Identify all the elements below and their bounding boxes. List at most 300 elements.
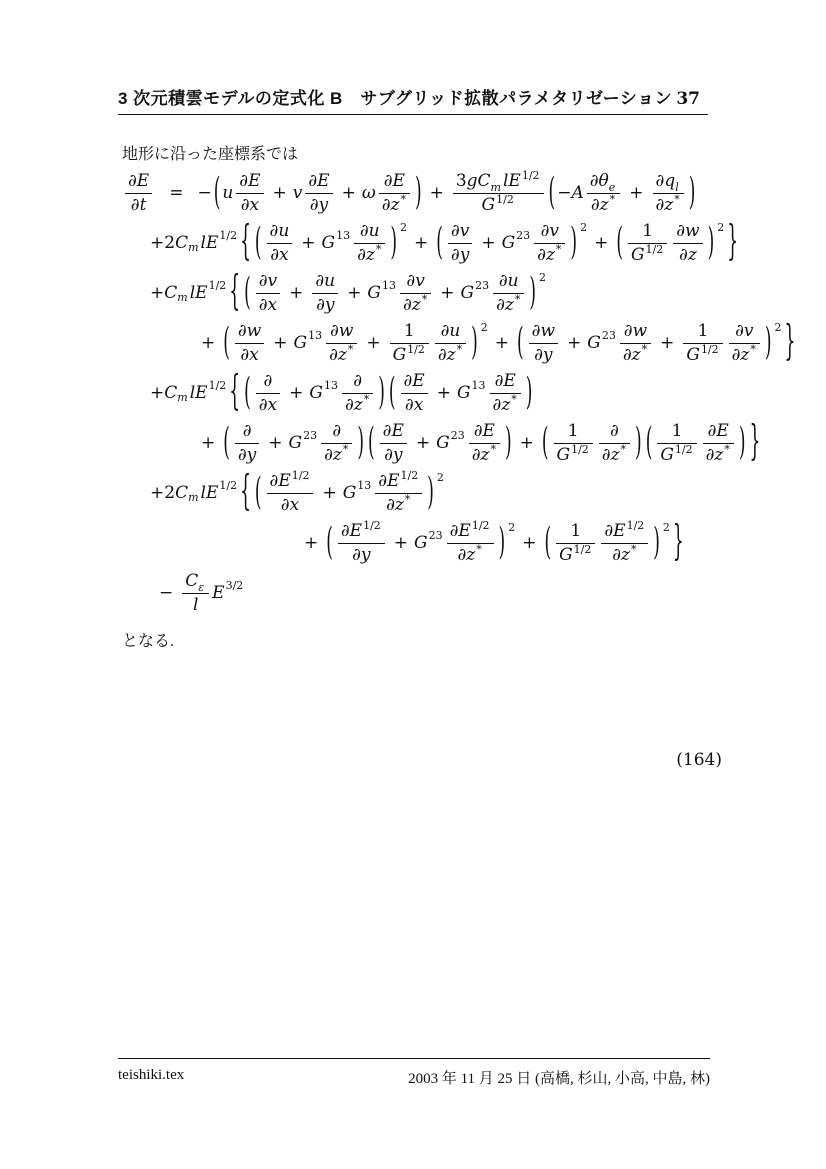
math-token: * [375,242,382,256]
math-delimiter: } [749,418,761,467]
math-token: ∂x [240,344,259,365]
math-token: 13 [308,329,323,343]
math-delimiter: ( [223,420,230,465]
math-token: * [620,442,627,456]
math-token: 2 [400,221,408,235]
math-token: ∂ [242,420,252,441]
math-token: l [192,594,199,615]
fraction [448,221,472,265]
math-token: ∂z [655,194,674,215]
equation-line [122,218,739,268]
math-token: 23 [475,279,490,293]
math-token: * [511,392,517,406]
math-token: + [481,232,496,253]
math-delimiter: ( [326,520,333,565]
math-token: ∂q [655,170,676,191]
fraction [375,468,422,515]
math-token: ε [198,580,205,594]
math-token: − [197,182,212,203]
fraction-bar [401,393,428,394]
math-token: ∂z [344,394,363,415]
math-token: l [675,180,679,194]
math-token: * [476,542,482,556]
math-delimiter: ) [427,470,434,515]
fraction [628,221,667,265]
fraction-bar [338,543,385,544]
math-token: G [293,332,308,353]
math-token: ∂y [384,444,403,465]
math-token: + [289,382,304,403]
math-delimiter: ) [378,370,385,415]
math-token: 1 [570,520,582,541]
math-token: ∂u [498,270,519,291]
math-token: G [436,432,450,453]
math-delimiter: ) [738,420,746,465]
math-token: lE [200,232,219,253]
math-token: ∂E [449,520,471,541]
math-token: = [169,182,184,203]
fraction [620,321,651,365]
math-token: 1/2 [674,442,693,456]
equation-line [122,168,722,218]
fraction [236,171,263,215]
math-token: 1 [403,320,415,341]
fraction-bar [312,293,338,294]
math-token: ∂ [353,370,362,391]
math-token: E [212,582,225,603]
math-token: ∂ [332,420,342,441]
math-token: − [557,182,572,203]
fraction [380,421,407,465]
math-token: G [556,444,571,465]
math-token: + [347,282,362,303]
fraction-bar [125,193,152,194]
fraction [342,371,373,415]
math-token: A [571,182,584,203]
math-token: 1/2 [208,379,227,393]
math-token: ∂z [324,444,342,465]
fraction [490,371,521,415]
math-token: ∂u [440,320,461,341]
math-token: ∂w [531,320,555,341]
fraction [125,171,152,215]
math-token: C [185,570,199,591]
math-token: e [608,180,616,194]
math-token: * [630,542,637,556]
math-token: 3 [455,170,467,191]
fraction [338,518,385,565]
math-delimiter: ) [471,320,478,365]
math-token: 1/2 [645,242,664,256]
math-token: + [629,182,644,203]
math-delimiter: { [229,268,241,317]
fraction [256,371,280,415]
fraction [312,271,338,315]
fraction [453,168,544,215]
math-token: ∂v [258,270,278,291]
math-token: 1/2 [571,442,589,456]
math-token: * [724,442,730,456]
math-token: ∂x [258,294,278,315]
math-token: ∂u [359,220,380,241]
math-token: 2 [508,521,516,535]
math-token: ∂v [540,220,559,241]
math-token: * [750,342,756,356]
fraction-bar [305,193,332,194]
math-token: ∂y [534,344,553,365]
math-token: 2 [538,271,546,285]
math-token: ∂v [450,220,470,241]
fraction [447,518,494,565]
fraction [683,321,722,365]
page-number: 37 [676,89,700,109]
math-token: 2 [662,521,670,535]
math-token: ∂z [537,244,555,265]
fraction [267,468,314,515]
math-token: + [519,432,534,453]
math-delimiter: { [240,218,251,267]
outro-text: となる. [122,633,175,650]
math-token: m [188,491,199,505]
fraction [400,271,431,315]
math-token: ∂w [330,320,354,341]
fraction-bar [235,443,259,444]
math-token: G [660,444,674,465]
math-token: * [342,442,349,456]
math-token: + [660,332,675,353]
intro-text: 地形に沿った座標系では [122,146,299,163]
math-token: ∂E [269,470,291,491]
math-token: + [322,482,337,503]
fraction [256,271,280,315]
math-token: ∂θ [589,170,609,191]
math-delimiter: } [784,318,796,367]
math-token: 23 [450,429,465,443]
math-token: ∂w [237,320,262,341]
math-token: ∂x [404,394,424,415]
fraction [599,421,630,465]
math-token: G [460,282,475,303]
math-token: 1/2 [291,468,310,482]
math-token: ∂x [240,194,260,215]
equation-line [122,518,722,568]
math-token: * [641,342,648,356]
math-token: * [363,392,370,406]
math-token: ∂E [382,420,404,441]
fraction [556,521,595,565]
fraction [305,171,332,215]
math-token: ∂z [705,444,724,465]
math-token: ∂z [457,544,476,565]
math-token: 13 [336,229,351,243]
fraction-bar [256,293,280,294]
math-token: ∂z [381,194,400,215]
math-token: 23 [516,229,531,243]
fraction [657,421,696,465]
math-token: m [490,180,501,194]
math-token: + [150,382,165,403]
math-token: ∂z [590,194,609,215]
math-delimiter: ( [213,170,221,215]
fraction [235,321,264,365]
math-delimiter: ( [244,370,251,415]
math-token: + [304,532,319,553]
fraction-bar [256,393,280,394]
math-delimiter: ( [388,370,396,415]
math-delimiter: { [240,468,251,517]
math-token: ∂y [316,294,335,315]
math-delimiter: } [727,218,739,267]
math-delimiter: ) [570,220,578,265]
math-delimiter: ) [357,420,365,465]
fraction [267,221,293,265]
math-token: ∂ [610,420,619,441]
math-token: ∂z [679,244,697,265]
math-token: ∂x [258,394,278,415]
math-token: + [341,182,356,203]
math-token: v [292,182,303,203]
equation-line [122,568,722,618]
fraction-bar [673,243,702,244]
math-token: + [150,282,165,303]
math-delimiter: ( [254,470,262,515]
math-token: ∂z [471,444,490,465]
fraction [703,421,734,465]
math-token: ∂z [731,344,750,365]
fraction [321,421,352,465]
math-token: ∂z [492,394,511,415]
math-token: 1/2 [496,192,514,206]
math-token: + [301,232,316,253]
math-token: ∂E [308,170,330,191]
math-token: + [268,432,283,453]
math-token: 1 [642,220,654,241]
math-token: + [522,532,537,553]
math-token: ∂E [383,170,405,191]
math-token: ∂u [315,270,336,291]
math-token: * [456,342,463,356]
fraction-bar [380,443,407,444]
math-token: 1/2 [407,342,425,356]
fraction [587,171,621,215]
math-delimiter: ( [548,170,556,215]
fraction [469,421,500,465]
math-token: G [414,532,428,553]
math-token: ω [361,182,376,203]
math-token: G [559,544,573,565]
math-token: 1/2 [471,518,490,532]
math-token: + [272,182,287,203]
math-delimiter: { [229,368,241,417]
math-delimiter: ) [504,420,512,465]
math-token: ∂t [130,194,147,215]
math-token: + [440,282,455,303]
fraction [653,171,684,215]
math-token: ∂v [406,270,425,291]
math-token: G [501,232,516,253]
math-token: G [367,282,381,303]
math-token: G [392,344,407,365]
fraction [493,271,524,315]
fraction [354,221,385,265]
page-header [118,84,708,115]
math-token: + [594,232,609,253]
fraction-bar [267,243,293,244]
footer-date-authors: 2003 年 11 月 25 日 (高橋, 杉山, 小高, 中島, 林) [408,1071,710,1087]
fraction-bar [601,543,648,544]
fraction [235,421,259,465]
math-token: G [481,194,496,215]
math-token: * [400,192,406,206]
math-token: ∂u [269,220,290,241]
math-token: 1/2 [521,168,540,182]
math-token: C [175,482,189,503]
math-token: ∂E [604,520,626,541]
math-token: ∂z [612,544,630,565]
math-token: ∂E [403,370,425,391]
math-token: 2 [774,321,782,335]
math-token: ∂y [309,194,329,215]
math-delimiter: ) [764,320,772,365]
math-token: 23 [303,429,318,443]
fraction [326,321,357,365]
math-token: 2 [480,321,488,335]
math-token: G [342,482,357,503]
math-token: lE [189,282,208,303]
fraction-bar [447,543,494,544]
fraction-bar [235,343,264,344]
fraction [729,321,760,365]
fraction [554,421,593,465]
math-token: ∂E [494,370,516,391]
math-token: 1/2 [700,342,719,356]
math-token: 13 [323,379,338,393]
math-delimiter: ) [525,370,533,415]
math-token: G [587,332,601,353]
math-token: * [514,292,521,306]
math-token: + [567,332,582,353]
math-token: 2 [717,221,725,235]
math-token: + [429,182,444,203]
math-token: m [188,241,199,255]
fraction [435,321,466,365]
math-token: * [347,342,354,356]
math-delimiter: ( [244,270,251,315]
math-token: ∂E [378,470,400,491]
fraction-bar [267,493,314,494]
math-delimiter: ( [645,420,653,465]
math-token: 1/2 [208,279,227,293]
math-delimiter: ( [436,220,443,265]
math-token: G [456,382,471,403]
math-token: gC [466,170,491,191]
math-token: G [321,232,336,253]
math-token: C [164,282,178,303]
math-token: − [159,582,174,603]
math-token: ∂z [357,244,375,265]
math-token: ∂x [270,244,289,265]
equation-line [122,368,722,418]
math-token: ∂E [340,520,363,541]
math-token: 23 [428,529,443,543]
math-token: 3/2 [225,579,244,593]
math-token: ∂y [450,244,470,265]
math-token: m [177,391,188,405]
math-token: ∂z [437,344,456,365]
math-token: 1/2 [400,468,419,482]
page-footer [118,1058,710,1088]
math-token: + [289,282,304,303]
fraction-bar [448,243,472,244]
math-token: lE [200,482,219,503]
math-token: 2 [436,471,444,485]
equation-line [122,418,761,468]
math-token: 13 [471,379,486,393]
math-token: 1 [697,320,709,341]
math-token: + [366,332,381,353]
math-token: ∂z [402,294,421,315]
math-token: ∂w [623,320,648,341]
math-token: ∂w [676,220,700,241]
equation-line [122,318,796,368]
math-token: ∂ [263,370,273,391]
fraction [401,371,428,415]
math-token: lE [189,382,208,403]
math-token: ∂E [473,420,495,441]
math-delimiter: ( [544,520,552,565]
math-token: ∂y [352,544,371,565]
equation-line [122,468,722,518]
math-token: + [201,432,216,453]
math-token: ∂z [601,444,620,465]
math-delimiter: ) [390,220,398,265]
equation-number: (164) [676,750,722,770]
math-token: +2 [150,482,176,503]
math-token: 1/2 [219,229,238,243]
math-token: m [177,291,188,305]
math-delimiter: ) [688,170,696,215]
footer-filename: teishiki.tex [118,1067,185,1083]
math-token: G [630,244,645,265]
math-token: 1/2 [363,518,381,532]
math-delimiter: ( [254,220,262,265]
fraction-bar [182,593,209,594]
math-delimiter: ( [517,320,524,365]
math-token: ∂x [280,494,300,515]
fraction [529,321,558,365]
math-token: G [309,382,323,403]
math-token: * [421,292,428,306]
math-delimiter: } [672,518,684,567]
math-token: G [288,432,303,453]
math-token: G [686,344,700,365]
math-token: 13 [357,479,372,493]
math-token: ∂y [237,444,257,465]
math-token: lE [502,170,521,191]
fraction [534,221,565,265]
math-token: C [164,382,178,403]
math-token: + [494,332,510,353]
math-token: ∂v [735,320,754,341]
math-delimiter: ) [414,170,422,215]
math-delimiter: ) [635,420,642,465]
fraction-bar [529,343,558,344]
math-token: 1/2 [219,479,238,493]
math-token: +2 [150,232,176,253]
math-token: 1/2 [626,518,645,532]
math-delimiter: ) [653,520,660,565]
math-token: 23 [601,329,616,343]
